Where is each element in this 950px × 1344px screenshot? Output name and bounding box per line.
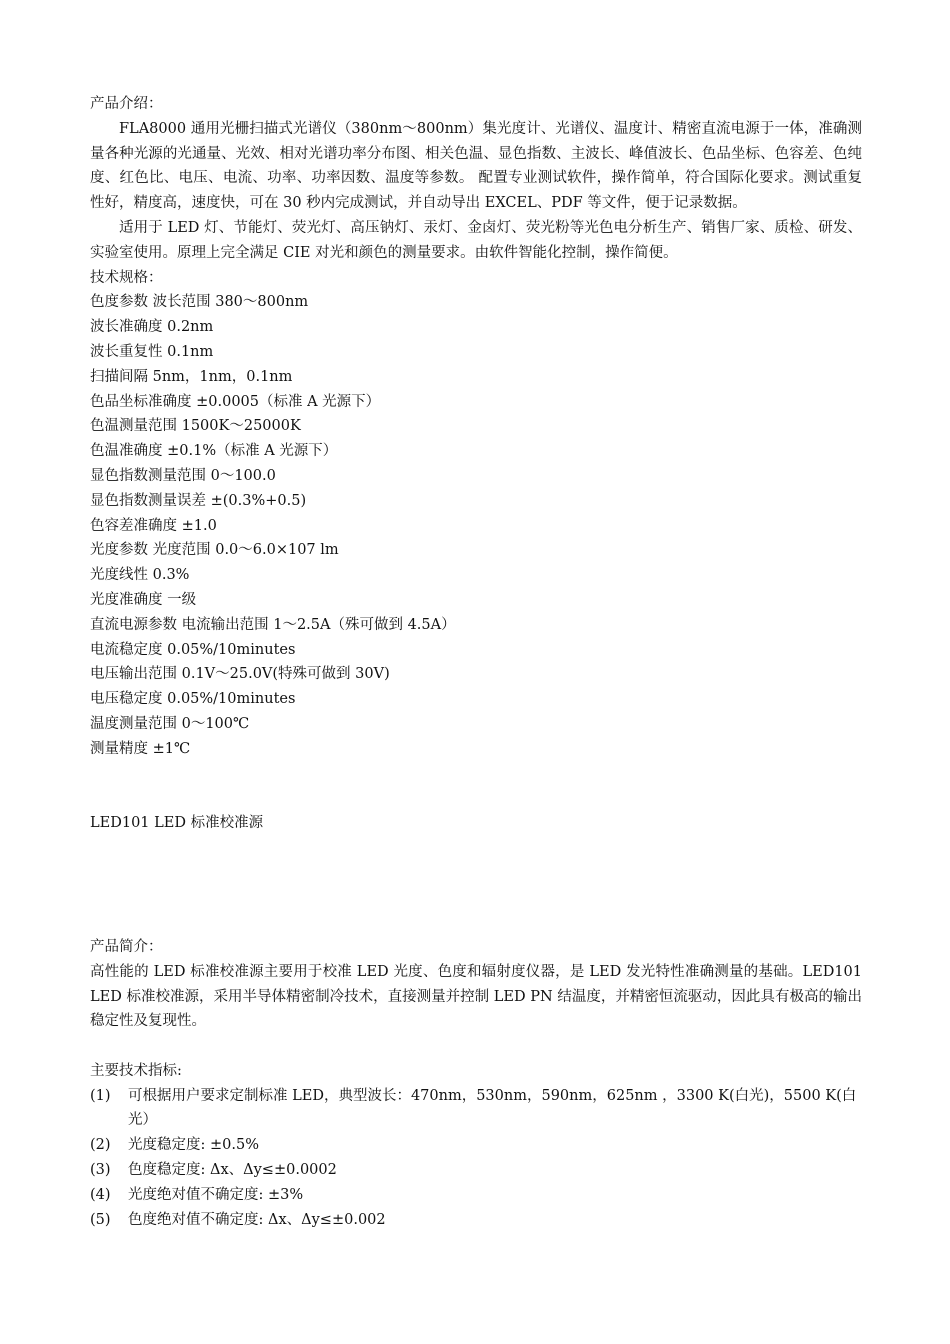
indicator-number: (2) <box>90 1137 111 1154</box>
indicator-number: (3) <box>90 1162 111 1179</box>
indicator-text: 色度绝对值不确定度: Δx、Δy≤±0.002 <box>128 1211 386 1228</box>
spec-item: 扫描间隔 5nm，1nm，0.1nm <box>90 368 293 385</box>
spec-item: 光度参数 光度范围 0.0～6.0×107 lm <box>90 542 339 559</box>
spec-item: 色温测量范围 1500K～25000K <box>90 418 301 435</box>
indicators-heading: 主要技术指标: <box>90 1062 182 1079</box>
spec-item: 电压输出范围 0.1V～25.0V(特殊可做到 30V) <box>90 666 390 683</box>
indicator-list <box>90 1084 862 1233</box>
product-intro-paragraph-2: 适用于 LED 灯、节能灯、荧光灯、高压钠灯、汞灯、金卤灯、荧光粉等光色电分析生产、销售厂家、质检、研发、实验室使用。原理上完全满足 CIE 对光和颜色的测量要求。由软件智能化控制，操作简便。 <box>90 219 862 261</box>
product-title: LED101 LED 标准校准源 <box>90 815 264 832</box>
indicator-number: (4) <box>90 1186 111 1203</box>
spec-item: 色品坐标准确度 ±0.0005（标准 A 光源下） <box>90 393 381 410</box>
spacer <box>90 762 862 812</box>
spec-item: 温度测量范围 0～100℃ <box>90 715 250 732</box>
product-brief-paragraph: 高性能的 LED 标准校准源主要用于校准 LED 光度、色度和辐射度仪器，是 LED 发光特性准确测量的基础。LED101 LED 标准校准源，采用半导体精密制冷技术，直接测量并控制 LED PN 结温度，并精密恒流驱动，因此具有极高的输出稳定性及复现性。 <box>90 963 862 1030</box>
spacer <box>90 1034 862 1059</box>
spec-item: 光度准确度 一级 <box>90 591 197 608</box>
document-page <box>90 92 862 1232</box>
spec-item: 直流电源参数 电流输出范围 1～2.5A（殊可做到 4.5A） <box>90 616 456 633</box>
spec-item: 色度参数 波长范围 380～800nm <box>90 294 309 311</box>
indicator-number: (5) <box>90 1211 111 1228</box>
spec-item: 显色指数测量误差 ±(0.3%+0.5) <box>90 492 307 509</box>
spec-item: 色容差准确度 ±1.0 <box>90 517 217 534</box>
spacer <box>90 836 862 935</box>
indicator-item <box>90 1183 862 1208</box>
indicator-text: 光度绝对值不确定度: ±3% <box>128 1186 304 1203</box>
indicator-text: 可根据用户要求定制标准 LED，典型波长：470nm，530nm，590nm，625nm ，3300 K(白光)，5500 K(白光） <box>128 1087 857 1129</box>
spec-heading: 技术规格： <box>90 269 163 286</box>
spec-item: 波长准确度 0.2nm <box>90 319 214 336</box>
indicator-item <box>90 1084 862 1134</box>
spec-item: 波长重复性 0.1nm <box>90 343 214 360</box>
spec-item: 测量精度 ±1℃ <box>90 740 191 757</box>
spec-item: 电压稳定度 0.05%/10minutes <box>90 691 296 708</box>
spec-item: 电流稳定度 0.05%/10minutes <box>90 641 296 658</box>
indicator-number: (1) <box>90 1087 111 1104</box>
indicator-text: 光度稳定度: ±0.5% <box>128 1137 259 1154</box>
indicator-item <box>90 1158 862 1183</box>
spec-item: 显色指数测量范围 0～100.0 <box>90 467 276 484</box>
product-intro-paragraph-1: FLA8000 通用光栅扫描式光谱仪（380nm～800nm）集光度计、光谱仪、温度计、精密直流电源于一体，准确测量各种光源的光通量、光效、相对光谱功率分布图、相关色温、显色指数、主波长、峰值波长、色品坐标、色容差、色纯度、红色比、电压、电流、功率、功率因数、温度等参数。 配置专业测试软件，操作简单，符合国际化要求。测试重复性好，精度高，速度快，可在 30 秒内完成测试，并自动导出 EXCEL、PDF 等文件，便于记录数据。 <box>90 120 862 212</box>
indicator-text: 色度稳定度: Δx、Δy≤±0.0002 <box>128 1162 337 1179</box>
product-brief-heading: 产品简介： <box>90 938 163 955</box>
indicator-item <box>90 1133 862 1158</box>
indicator-item <box>90 1208 862 1233</box>
spec-list <box>90 290 862 761</box>
product-intro-heading: 产品介绍： <box>90 96 163 112</box>
spec-item: 色温准确度 ±0.1%（标准 A 光源下） <box>90 443 338 460</box>
spec-item: 光度线性 0.3% <box>90 567 190 584</box>
